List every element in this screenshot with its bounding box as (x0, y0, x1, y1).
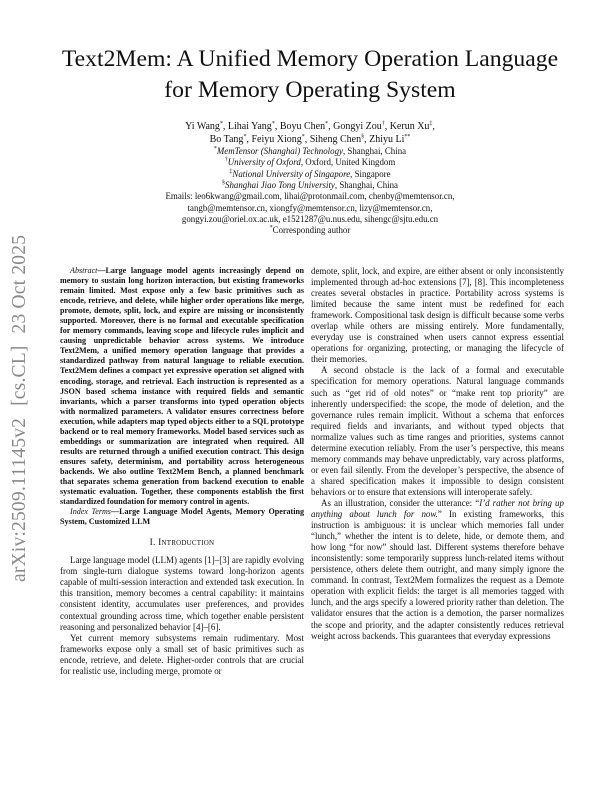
body-paragraph: Large language model (LLM) agents [1]–[3] are rapidly evolving from single-turn dialogue systems toward long-horizon agents capable of multi-session interaction and extended task execution. In this transition, memory becomes a central capability: it maintains consistent identity, accumulates user preferences, and provides contextual grounding across time, which together enable persistent reasoning and personalized behavior [4]–[6]. (60, 555, 304, 632)
affiliation-mark: * (271, 121, 275, 127)
institution: MemTensor (Shanghai) Technology (216, 146, 343, 157)
location: , Singapore (350, 168, 391, 179)
affiliation-mark: * (325, 121, 329, 127)
corresponding-text: Corresponding author (272, 225, 351, 236)
paragraph-text: As an illustration, consider the utterance: “ (321, 497, 480, 508)
abstract (60, 266, 304, 507)
affiliation-mark: * (219, 121, 223, 127)
affiliation-mark: † (381, 121, 385, 127)
author-name: Boyu Chen (279, 121, 326, 132)
affiliation-mark: ‡ (229, 168, 233, 175)
title-line-2: for Memory Operating System (164, 77, 456, 103)
arxiv-id: arXiv:2509.11145v2 (9, 417, 30, 582)
email-line: Emails: leo6kwang@gmail.com, lihai@protonmail.com, chenby@memtensor.cn, (165, 191, 455, 202)
author-line-2: Bo Tang*, Feiyu Xiong*, Siheng Chen§, Zhiyu Li** (209, 133, 411, 145)
body-paragraph (311, 498, 564, 642)
arxiv-category: [cs.CL] (9, 345, 30, 406)
affiliation (100, 157, 520, 168)
author-name: Gongyi Zou (333, 121, 382, 132)
institution: University of Oxford (227, 157, 301, 168)
affiliation-mark: ‡ (429, 121, 433, 127)
section-heading: I. Introduction (149, 538, 215, 549)
abstract-label: Abstract (70, 266, 98, 275)
institution: National University of Singapore (232, 168, 351, 179)
title-line-1: Text2Mem: A Unified Memory Operation Language (61, 46, 559, 72)
affiliation-mark: * (213, 146, 217, 153)
author-name: Siheng Chen (309, 133, 362, 145)
author-name: Feiyu Xiong (251, 133, 302, 145)
affiliation-mark: † (224, 157, 228, 164)
author-name: Yi Wang (185, 121, 220, 132)
left-column (60, 266, 304, 677)
affiliation (100, 180, 520, 191)
affiliation-mark: ** (404, 133, 411, 140)
author-block (100, 121, 520, 237)
email-line: tangb@memtensor.cn, xiongfy@memtensor.cn, lizy@memtensor.cn, (187, 202, 433, 213)
affiliation-mark: § (361, 133, 365, 140)
author-line-1: Yi Wang*, Lihai Yang*, Boyu Chen*, Gongyi Zou†, Kerun Xu‡, (185, 121, 435, 132)
affiliation (100, 146, 520, 157)
location: , Shanghai, China (342, 146, 407, 157)
affiliation-mark: * (243, 133, 247, 140)
right-column (311, 266, 564, 642)
location: , Shanghai, China (334, 180, 398, 191)
affiliation-mark: § (222, 180, 225, 187)
author-name: Kerun Xu (389, 121, 430, 132)
body-paragraph: A second obstacle is the lack of a formal and executable specification for memory operations. Natural language commands such as “get rid of old notes” or “make rent top priority” are inherently underspecified: the scope, the mode of deletion, and the governance rules remain implicit. Without a schema that enforces required fields and invariants, and without typed objects that normalize values such as time ranges and priorities, systems cannot determine execution reliably. From the user’s perspective, this means memory commands may behave unpredictably, vary across platforms, or even fail silently. From the developer’s perspective, the absence of a shared specification makes it impossible to design consistent behaviors or to ensure that extensions will interoperate safely. (311, 365, 564, 497)
location: , Oxford, United Kingdom (300, 157, 396, 168)
affiliation-mark: * (301, 133, 305, 140)
author-name: Zhiyu Li (369, 133, 405, 145)
institution: Shanghai Jiao Tong University (225, 180, 335, 191)
body-paragraph: Yet current memory subsystems remain rudimentary. Most frameworks expose only a small set of basic primitives such as encode, retrieve, and delete. Higher-order controls that are crucial for realistic use, including merge, promote or (60, 632, 304, 676)
index-terms-label: Index Terms (70, 507, 111, 517)
body-paragraph: demote, split, lock, and expire, are either absent or only inconsistently implemented through ad-hoc extensions [7], [8]. This incompleteness creates several obstacles in practice. Portability across systems is limited because the same intent must be redefined for each framework. Compositional task design is difficult because some verbs overlap while others are missing entirely. More fundamentally, everyday use is constrained when users cannot express essential operations for organizing, protecting, or managing the lifecycle of their memories. (311, 266, 564, 365)
email-line: gongyi.zou@oriel.ox.ac.uk, e1521287@u.nus.edu, sihengc@sjtu.edu.cn (181, 213, 439, 224)
arxiv-date: 23 Oct 2025 (9, 234, 30, 334)
affiliation-mark: * (269, 225, 273, 232)
arxiv-stamp (9, 223, 31, 582)
author-name: Lihai Yang (227, 121, 272, 132)
quoted-utterance: I’d rather not bring up anything about lunch for now. (311, 497, 564, 520)
abstract-text: —Large language model agents increasingly depend on memory to sustain long horizon interaction, but existing frameworks remain limited. Most expose only a few basic primitives such as encode, retrieve, and delete, while higher order operations like merge, promote, demote, split, lock, and expire are missing or inconsistently supported. Moreover, there is no formal and executable specification for memory commands, leaving scope and lifecycle rules implicit and causing unpredictable behavior across systems. We introduce Text2Mem, a unified memory operation language that provides a standardized pathway from natural language to reliable execution. Text2Mem defines a compact yet expressive operation set aligned with encoding, storage, and retrieval. Each instruction is represented as a JSON based schema instance with required fields and semantic invariants, which a parser transforms into typed operation objects with normalized parameters. A validator ensures correctness before execution, while adapters map typed objects either to a SQL prototype backend or to real memory frameworks. Model based services such as embeddings or summarization are integrated when required. All results are returned through a unified execution contract. This design ensures safety, determinism, and portability across heterogeneous backends. We also outline Text2Mem Bench, a planned benchmark that separates schema generation from backend execution to enable systematic evaluation. Together, these components establish the first standardized foundation for memory control in agents. (60, 266, 304, 507)
affiliation (100, 169, 520, 180)
index-terms-text: —Large Language Model Agents, Memory Operating System, Customized LLM (60, 507, 304, 527)
author-name: Bo Tang (209, 133, 244, 145)
index-terms (60, 507, 304, 527)
paper-title (40, 44, 580, 106)
paragraph-text: ” In existing frameworks, this instruction is ambiguous: it is unclear which memories fall under “lunch,” whether the intent is to delete, hide, or demote them, and how long “for now” should last. Different systems therefore behave inconsistently: some temporarily suppress lunch-related items without persistence, others delete them outright, and many simply ignore the command. In contrast, Text2Mem formalizes the request as a Demote operation with explicit fields: the target is all memories tagged with lunch, and the args specify a lowered priority rather than deletion. The validator ensures that the action is a demotion, the parser normalizes the scope and priority, and the adapter consistently reduces retrieval weight across backends. This guarantees that everyday expressions (311, 509, 564, 641)
corresponding-author-note (100, 225, 520, 236)
